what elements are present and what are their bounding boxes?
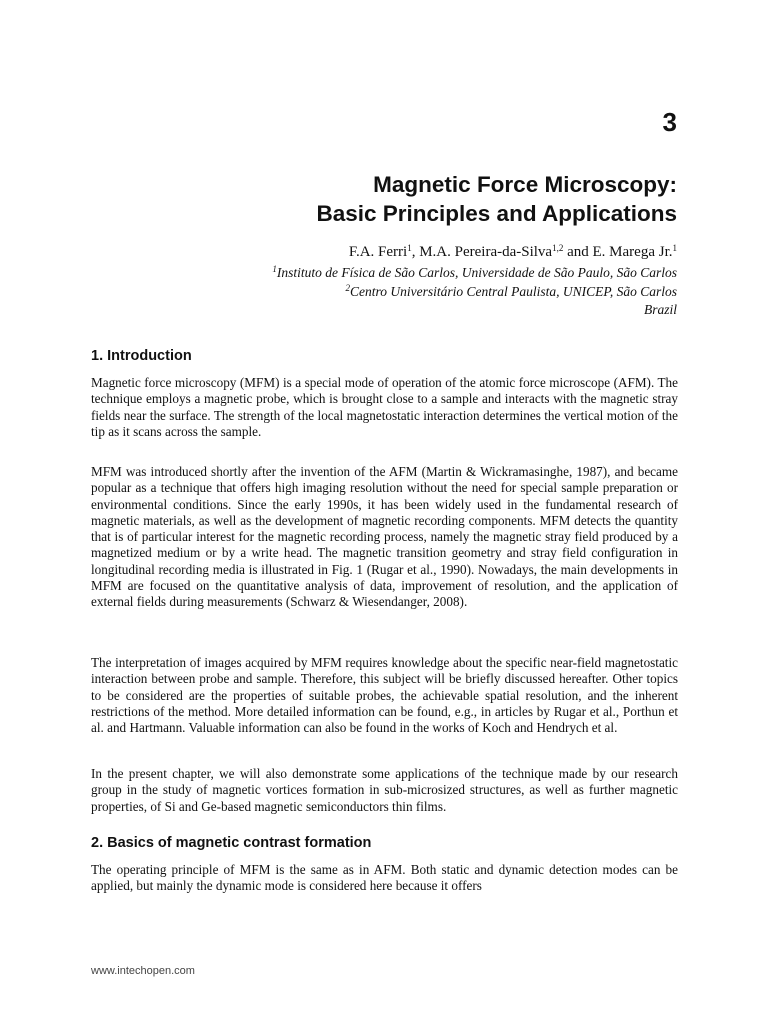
affiliation <box>345 283 677 301</box>
affiliation-mark: 1 <box>272 264 277 274</box>
footer-url: www.intechopen.com <box>91 965 195 977</box>
chapter-number: 3 <box>662 107 677 137</box>
chapter-title-line-2: Basic Principles and Applications <box>316 201 677 226</box>
affiliation <box>272 264 677 282</box>
author-list <box>349 242 677 262</box>
body-paragraph: In the present chapter, we will also demonstrate some applications of the technique made by our research group in the study of magnetic vortices formation in sub-microsized structures, as well as further magnetic properties, of Si and Ge-based magnetic semiconductors thin films. <box>91 766 678 814</box>
author-affiliation-mark: 1,2 <box>552 243 564 253</box>
section-heading-basics: 2. Basics of magnetic contrast formation <box>91 835 372 851</box>
chapter-title-line-1: Magnetic Force Microscopy: <box>373 172 677 197</box>
author-name: F.A. Ferri <box>348 244 408 260</box>
affiliation-text: Instituto de Física de São Carlos, Universidade de São Paulo, São Carlos <box>276 265 677 280</box>
affiliation-mark: 2 <box>345 283 350 293</box>
author-name: M.A. Pereira-da-Silva <box>419 244 553 260</box>
author-affiliation-mark: 1 <box>407 243 412 253</box>
chapter-title <box>316 170 677 228</box>
author-separator: and <box>563 244 593 260</box>
body-paragraph: Magnetic force microscopy (MFM) is a special mode of operation of the atomic force microscope (AFM). The technique employs a magnetic probe, which is brought close to a sample and interacts with the magnetic stray fields near the surface. The strength of the local magnetostatic interaction determines the vertical motion of the tip as it scans across the sample. <box>91 375 678 439</box>
section-heading-introduction: 1. Introduction <box>91 348 192 364</box>
author-affiliation-mark: 1 <box>672 243 677 253</box>
author-separator: , <box>411 244 420 260</box>
affiliation-text: Centro Universitário Central Paulista, UNICEP, São Carlos <box>349 284 677 299</box>
author-name: E. Marega Jr. <box>592 244 673 260</box>
affiliation-country: Brazil <box>643 302 677 317</box>
body-paragraph: MFM was introduced shortly after the invention of the AFM (Martin & Wickramasinghe, 1987), and became popular as a technique that offers high imaging resolution without the need for special sample preparation or environmental conditions. Since the early 1990s, it has been widely used in the fundamental research of magnetic materials, as well as the development of magnetic recording components. MFM detects the quantity that is of particular interest for the magnetic recording process, namely the magnetic stray field produced by a magnetized medium or by a write head. The magnetic transition geometry and stray field configuration in longitudinal recording media is illustrated in Fig. 1 (Rugar et al., 1990). Nowadays, the main developments in MFM are focused on the quantitative analysis of data, improvement of resolution, and the application of external fields during measurements (Schwarz & Wiesendanger, 2008). <box>91 464 678 610</box>
body-paragraph: The interpretation of images acquired by MFM requires knowledge about the specific near-field magnetostatic interaction between probe and sample. Therefore, this subject will be briefly discussed hereafter. Other topics to be considered are the properties of suitable probes, the achievable spatial resolution, and the inherent restrictions of the method. More detailed information can be found, e.g., in articles by Rugar et al., Porthun et al. and Hartmann. Valuable information can also be found in the works of Koch and Hendrych et al. <box>91 655 678 736</box>
body-paragraph: The operating principle of MFM is the same as in AFM. Both static and dynamic detection modes can be applied, but mainly the dynamic mode is considered here because it offers <box>91 862 678 894</box>
